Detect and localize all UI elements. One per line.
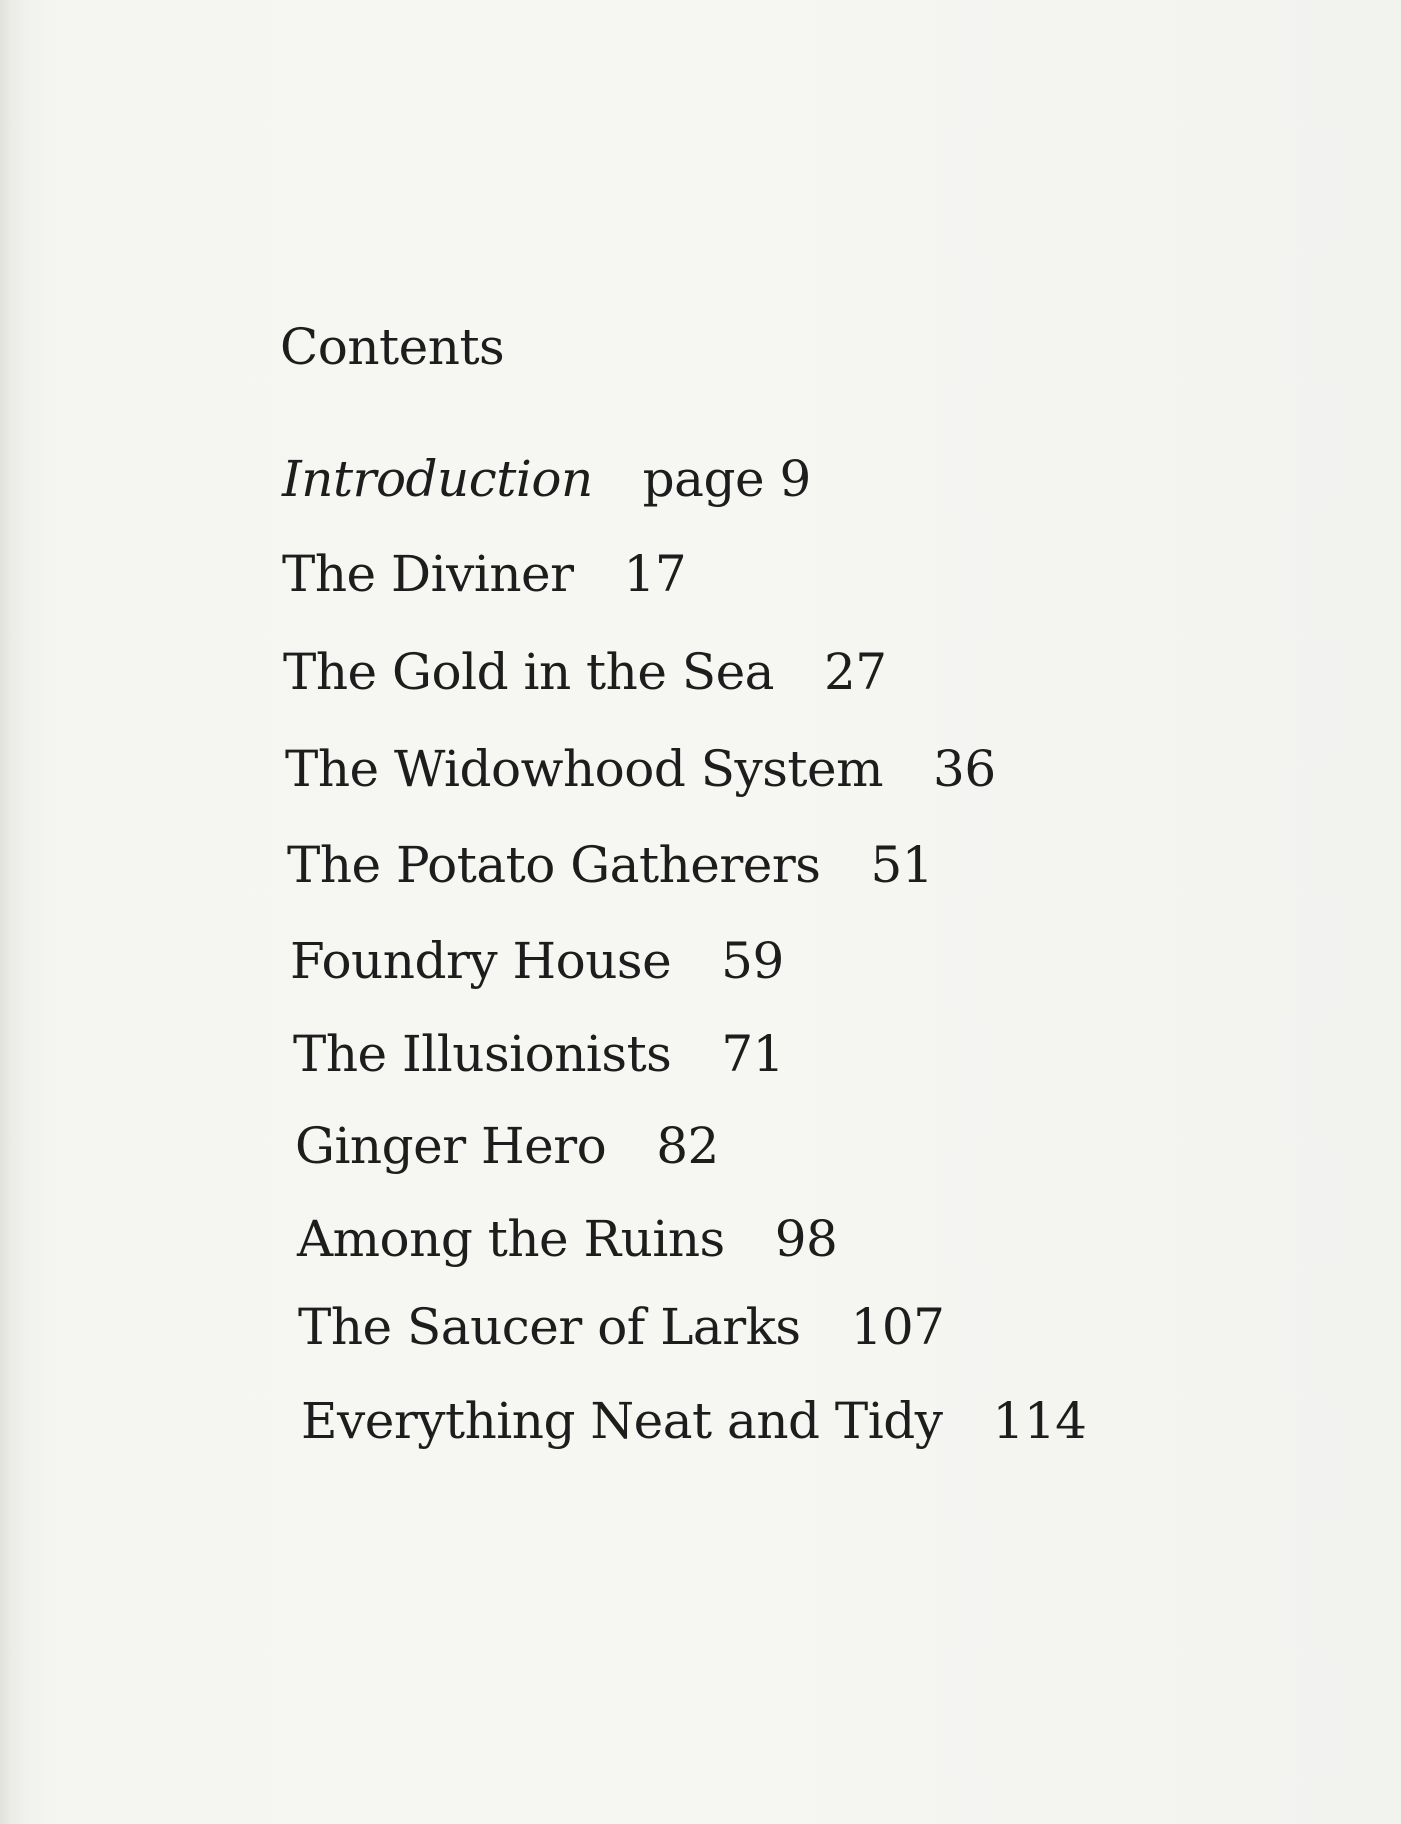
- toc-entry-title: The Saucer of Larks: [298, 1298, 801, 1356]
- toc-entry: [295, 1117, 719, 1175]
- toc-entry-title: The Illusionists: [293, 1025, 672, 1083]
- toc-entry: [285, 740, 996, 798]
- toc-entry-title: The Gold in the Sea: [283, 643, 774, 701]
- toc-entry: [297, 1210, 837, 1268]
- page-gutter: [0, 0, 26, 1824]
- toc-entry-page: 27: [824, 643, 887, 701]
- toc-entry-title: The Widowhood System: [285, 740, 884, 798]
- toc-entry: [282, 450, 811, 508]
- toc-entry-page: 51: [870, 836, 934, 894]
- toc-entry-page: 114: [992, 1392, 1087, 1450]
- toc-entry-page: 82: [656, 1117, 719, 1175]
- toc-entry-title: The Diviner: [282, 545, 574, 603]
- toc-entry-page: 59: [721, 932, 784, 990]
- toc-entry-title: Ginger Hero: [295, 1117, 607, 1175]
- toc-entry-page: page 9: [642, 450, 811, 508]
- toc-entry: [290, 932, 784, 990]
- toc-entry: [293, 1025, 784, 1083]
- toc-entry: [282, 545, 686, 603]
- toc-entry-page: 17: [623, 545, 687, 603]
- toc-entry: [301, 1392, 1086, 1450]
- toc-entry: [283, 643, 887, 701]
- toc-entry-page: 98: [774, 1210, 838, 1268]
- toc-entry: [298, 1298, 945, 1356]
- toc-entry-title: Among the Ruins: [297, 1210, 725, 1268]
- toc-entry-page: 71: [721, 1025, 784, 1083]
- toc-entry-title: The Potato Gatherers: [287, 836, 821, 894]
- toc-entry-title: Introduction: [282, 450, 593, 508]
- contents-heading: Contents: [280, 318, 505, 376]
- toc-entry-page: 107: [850, 1298, 945, 1356]
- toc-entry: [287, 836, 933, 894]
- toc-entry-title: Everything Neat and Tidy: [301, 1392, 943, 1450]
- toc-entry-page: 36: [933, 740, 996, 798]
- toc-entry-title: Foundry House: [290, 932, 672, 990]
